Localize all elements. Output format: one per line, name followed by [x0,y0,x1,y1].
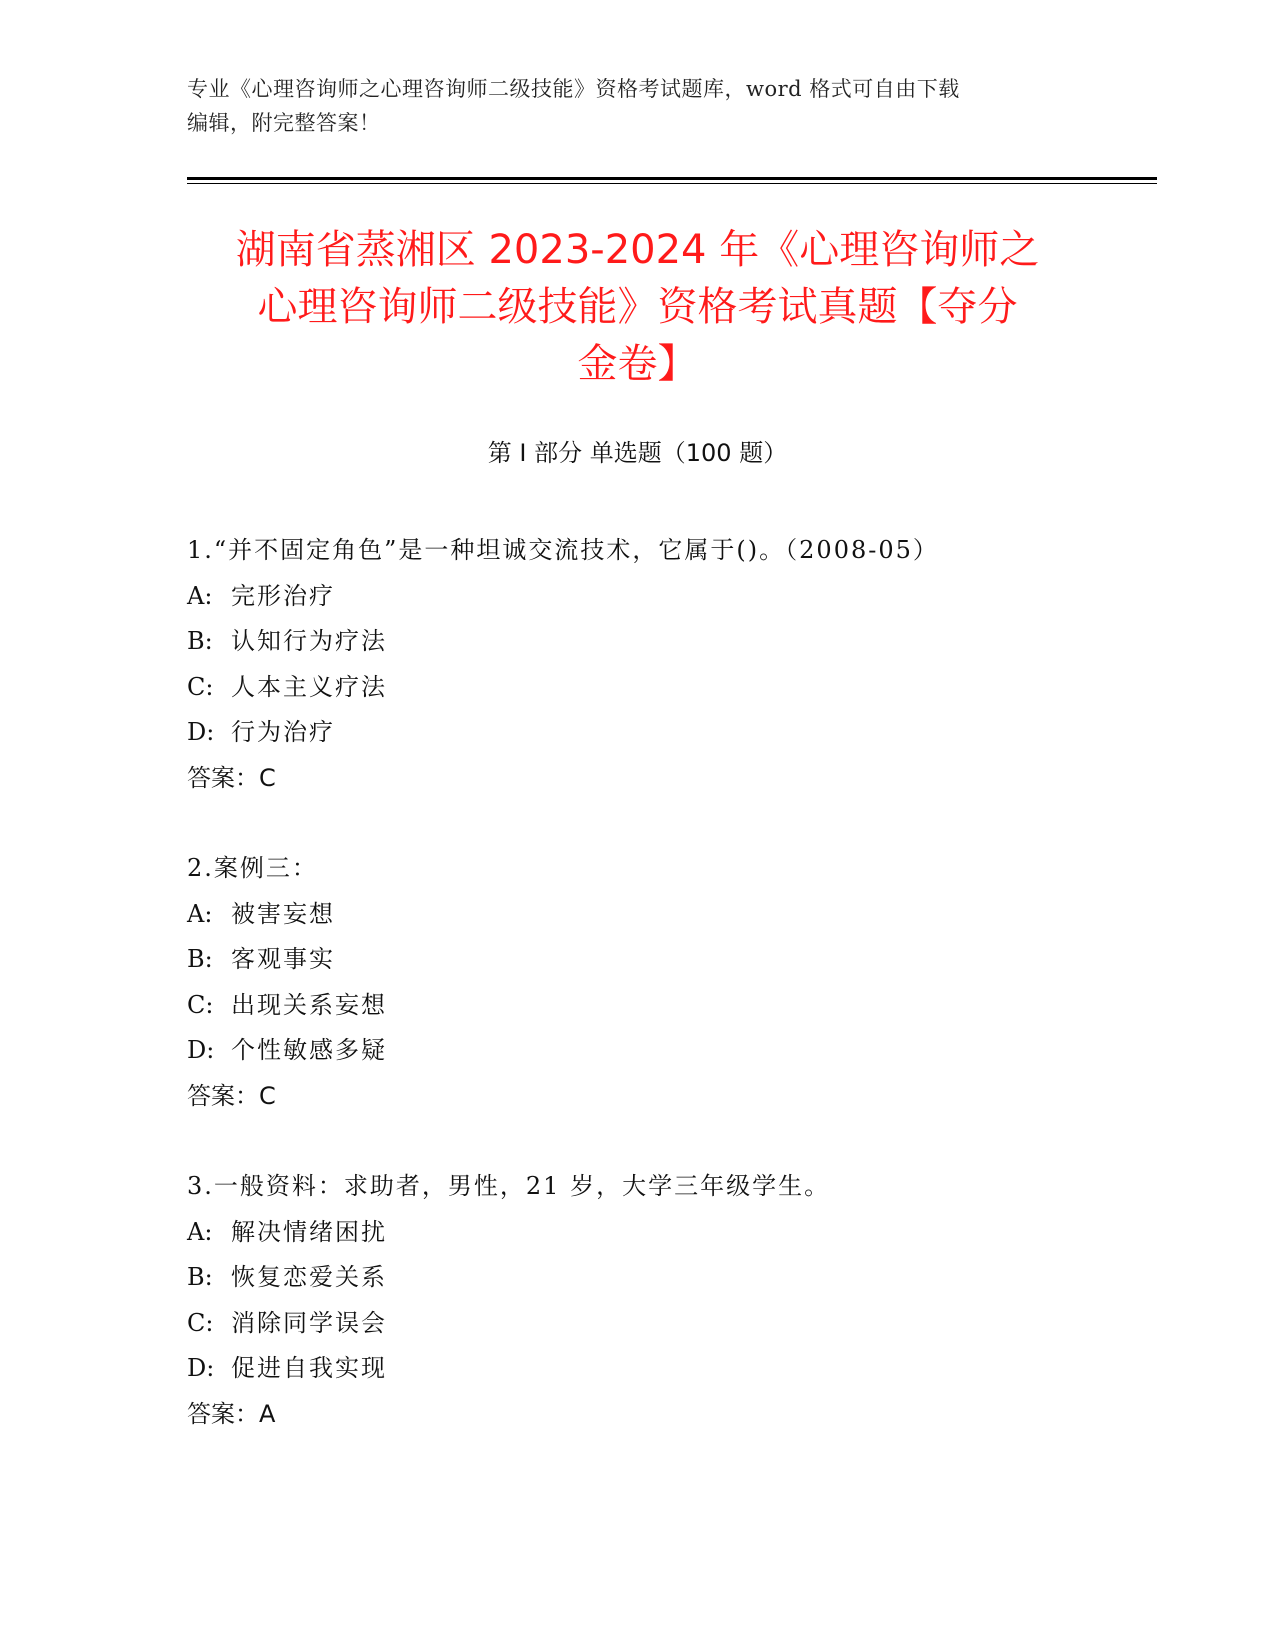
option-letter: A: [187,899,213,928]
question-stem: 1.“并不固定角色”是一种坦诚交流技术，它属于()。（2008-05） [187,536,939,564]
question-2 [187,846,1137,1119]
option-text: 行为治疗 [231,718,335,746]
header-divider-thin [187,183,1157,184]
answer: 答案：A [187,1399,276,1428]
option-text: 完形治疗 [231,581,335,610]
option-c [187,983,1137,1029]
option-text: 恢复恋爱关系 [231,1263,387,1291]
option-letter: A: [187,1217,213,1246]
option-letter: B: [187,627,213,655]
question-stem: 2.案例三： [187,854,318,882]
option-text: 个性敏感多疑 [231,1036,387,1064]
option-c [187,665,1137,711]
answer: 答案：C [187,763,276,792]
question-list [187,528,1137,1482]
option-d [187,710,1137,756]
option-text: 客观事实 [231,945,335,973]
document-title-line-1: 湖南省蒸湘区 2023-2024 年《心理咨询师之 [235,227,1040,273]
option-text: 消除同学误会 [231,1308,387,1337]
option-d [187,1028,1137,1074]
option-b [187,1255,1137,1301]
document-title-line-2: 心理咨询师二级技能》资格考试真题【夺分 [257,284,1018,330]
option-a [187,1210,1137,1256]
header-note-line-1: 专业《心理咨询师之心理咨询师二级技能》资格考试题库，word 格式可自由下载 [187,77,960,101]
option-text: 解决情绪困扰 [231,1217,387,1246]
option-letter: D: [187,1354,215,1382]
document-title-line-3: 金卷】 [577,341,698,387]
option-text: 出现关系妄想 [231,990,387,1019]
question-stem: 3.一般资料：求助者，男性，21 岁，大学三年级学生。 [187,1172,831,1200]
document-title [180,222,1095,393]
option-text: 被害妄想 [231,899,335,928]
option-letter: D: [187,1036,215,1064]
option-letter: C: [187,990,214,1019]
option-letter: A: [187,581,213,610]
option-text: 认知行为疗法 [231,627,387,655]
option-a [187,892,1137,938]
header-note-line-2: 编辑，附完整答案！ [187,111,381,135]
option-text: 人本主义疗法 [231,672,387,701]
section-heading: 第 I 部分 单选题（100 题） [487,439,788,467]
option-a [187,574,1137,620]
option-letter: B: [187,945,213,973]
option-b [187,937,1137,983]
option-b [187,619,1137,665]
option-letter: C: [187,1308,214,1337]
option-c [187,1301,1137,1347]
option-letter: C: [187,672,214,701]
answer: 答案：C [187,1081,276,1110]
option-letter: B: [187,1263,213,1291]
option-d [187,1346,1137,1392]
header-note [187,72,1087,140]
option-text: 促进自我实现 [231,1354,387,1382]
header-divider-thick [187,177,1157,180]
question-3 [187,1164,1137,1437]
option-letter: D: [187,718,215,746]
question-1 [187,528,1137,801]
